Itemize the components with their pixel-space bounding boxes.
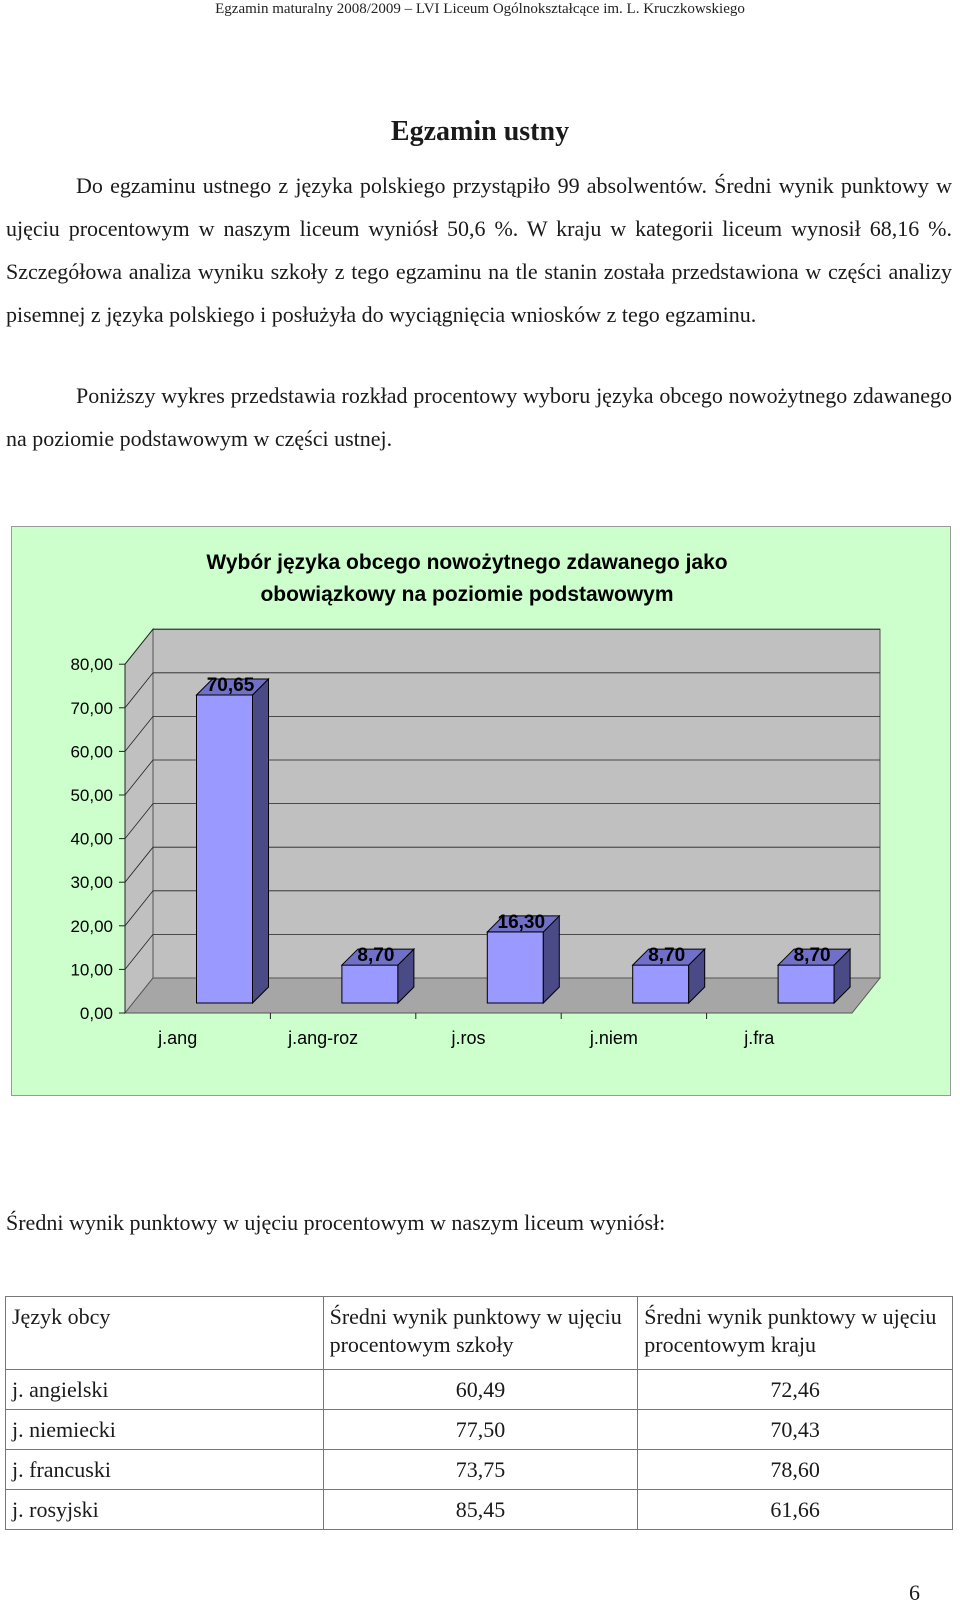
section-title: Egzamin ustny <box>390 116 570 147</box>
y-tick-label: 50,00 <box>70 786 113 805</box>
national-score-cell: 78,60 <box>638 1450 953 1490</box>
bar-side <box>253 679 269 1003</box>
data-label: 70,65 <box>206 674 255 696</box>
table-header-cell: Język obcy <box>6 1297 324 1370</box>
language-cell: j. rosyjski <box>6 1490 324 1530</box>
chart-title-line-1: Wybór języka obcego nowożytnego zdawanego jako <box>206 551 728 574</box>
y-tick-label: 80,00 <box>70 655 113 675</box>
table-row <box>6 1450 953 1490</box>
data-label: 8,70 <box>648 945 686 967</box>
table-row <box>6 1370 953 1410</box>
y-tick-label: 60,00 <box>70 742 113 762</box>
bar-front <box>197 695 253 1003</box>
table-row <box>6 1410 953 1450</box>
language-cell: j. francuski <box>6 1450 324 1490</box>
school-score-cell: 60,49 <box>323 1370 638 1410</box>
x-tick-label: j.ang <box>158 1028 198 1048</box>
intro-paragraph <box>6 164 952 336</box>
bar-front <box>342 965 398 1003</box>
y-tick-label: 0,00 <box>79 1004 113 1023</box>
chart-svg <box>12 527 950 1095</box>
national-score-cell: 70,43 <box>638 1410 953 1450</box>
bar-front <box>778 965 834 1003</box>
plot-area <box>70 629 880 1048</box>
table-header-cell: Średni wynik punktowy w ujęciu procentowym kraju <box>638 1297 953 1370</box>
table-header-cell: Średni wynik punktowy w ujęciu procentowym szkoły <box>323 1297 638 1370</box>
y-tick-label: 70,00 <box>70 698 113 718</box>
school-score-cell: 73,75 <box>323 1450 638 1490</box>
language-cell: j. niemiecki <box>6 1410 324 1450</box>
school-score-cell: 77,50 <box>323 1410 638 1450</box>
y-tick-label: 40,00 <box>70 829 113 849</box>
y-tick-label: 30,00 <box>70 873 113 893</box>
language-choice-chart <box>11 526 951 1096</box>
chart-intro-paragraph-text: Poniższy wykres przedstawia rozkład procentowy wyboru języka obcego nowożytnego zdawanego na poziomie podstawowym w części ustnej. <box>6 383 952 451</box>
school-score-cell: 85,45 <box>323 1490 638 1530</box>
x-tick-label: j.niem <box>589 1028 638 1048</box>
x-tick-label: j.fra <box>744 1028 775 1048</box>
page-header: Egzamin maturalny 2008/2009 – LVI Liceum Ogólnokształcące im. L. Kruczkowskiego <box>215 1 745 17</box>
data-label: 16,30 <box>497 911 546 933</box>
bar-front <box>487 932 543 1003</box>
results-table <box>5 1296 953 1530</box>
table-row <box>6 1490 953 1530</box>
chart-intro-paragraph <box>6 374 952 460</box>
intro-paragraph-text: Do egzaminu ustnego z języka polskiego przystąpiło 99 absolwentów. Średni wynik punktowy w ujęciu procentowym w naszym liceum wyniósł 50,6 %. W kraju w kategorii liceum wynosił 68,16 %. Szczegółowa analiza wyniku szkoły z tego egzaminu na tle stanin została przedstawiona w części analizy pisemnej z języka polskiego i posłużyła do wyciągnięcia wniosków z tego egzaminu. <box>6 173 952 327</box>
national-score-cell: 61,66 <box>638 1490 953 1530</box>
x-tick-label: j.ang-roz <box>288 1028 359 1048</box>
y-tick-label: 20,00 <box>70 916 113 936</box>
table-header-row <box>6 1297 953 1370</box>
page-number: 6 <box>909 1580 920 1605</box>
results-subheading: Średni wynik punktowy w ujęciu procentowym w naszym liceum wyniósł: <box>6 1210 666 1235</box>
language-cell: j. angielski <box>6 1370 324 1410</box>
y-tick-label: 10,00 <box>70 960 113 980</box>
data-label: 8,70 <box>793 945 831 967</box>
x-tick-label: j.ros <box>451 1028 486 1048</box>
national-score-cell: 72,46 <box>638 1370 953 1410</box>
bar-front <box>633 965 689 1003</box>
chart-title-line-2: obowiązkowy na poziomie podstawowym <box>260 583 674 606</box>
data-label: 8,70 <box>357 945 395 967</box>
